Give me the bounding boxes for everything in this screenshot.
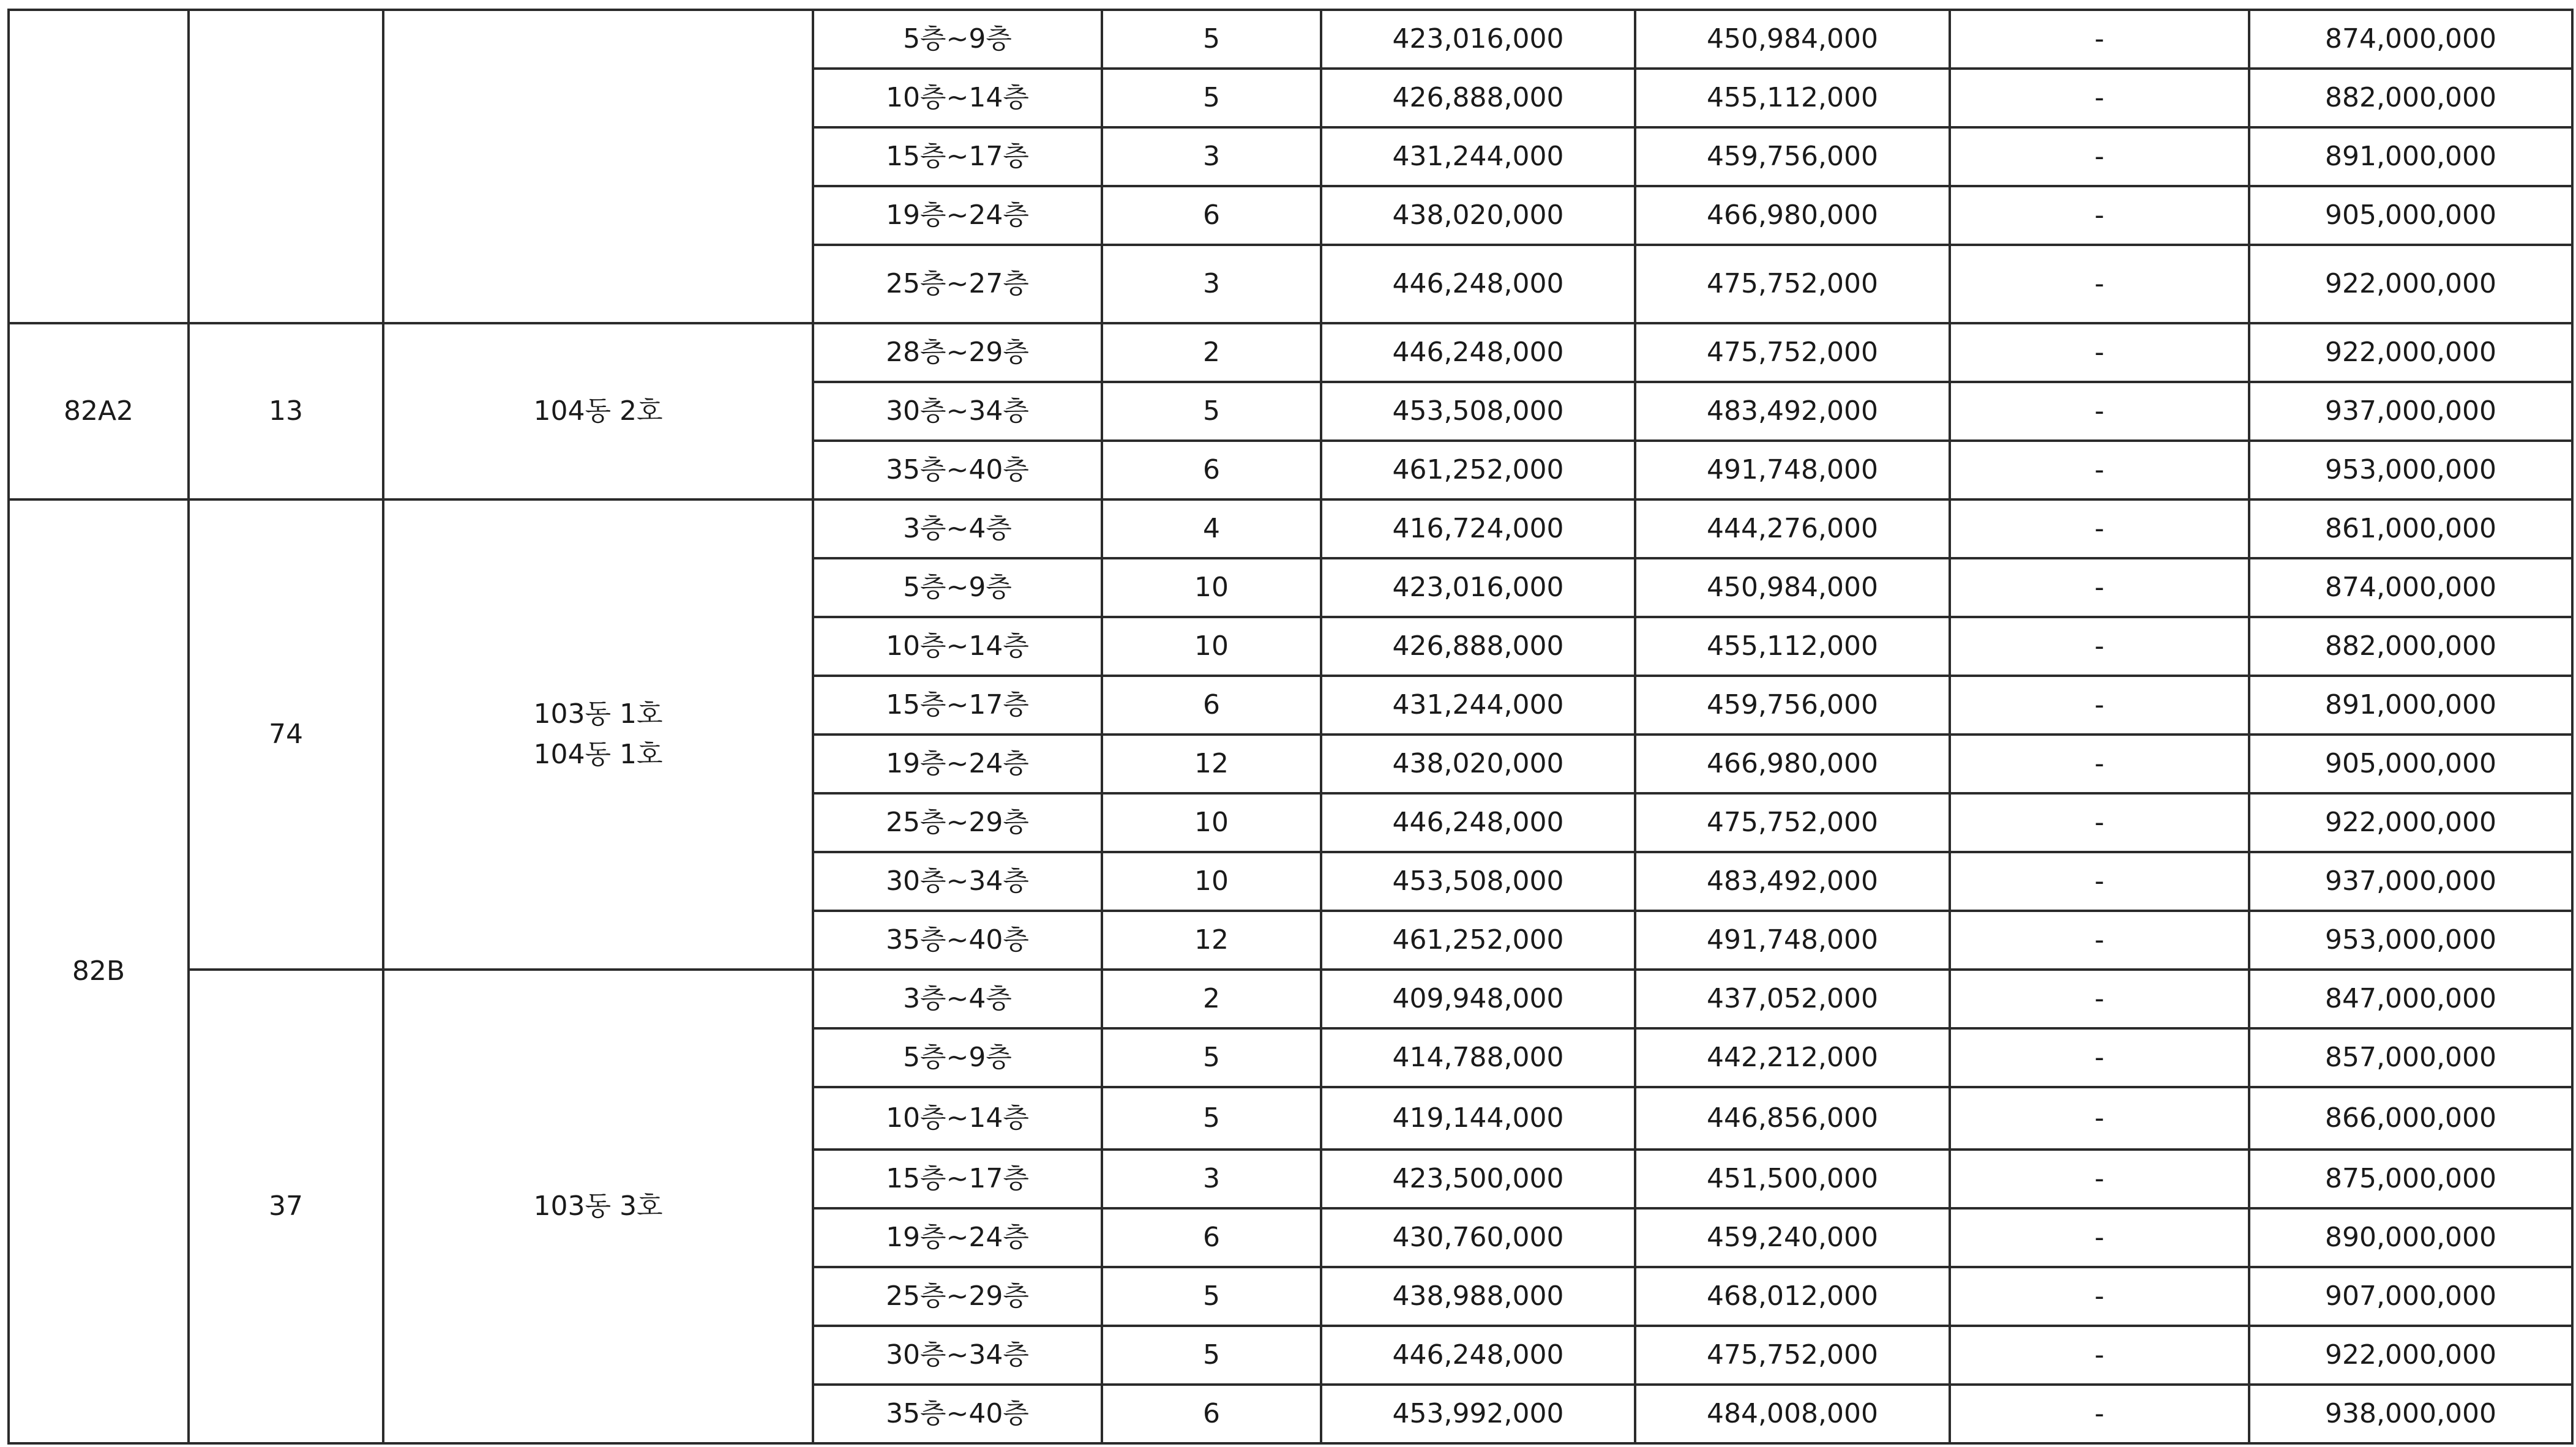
vat-cell: - bbox=[1950, 1150, 2249, 1208]
floor-range-cell: 10층~14층 bbox=[813, 617, 1102, 676]
vat-cell: - bbox=[1950, 69, 2249, 127]
total-price-cell: 874,000,000 bbox=[2249, 10, 2572, 69]
total-price-cell: 874,000,000 bbox=[2249, 558, 2572, 617]
building-price-cell: 450,984,000 bbox=[1635, 558, 1950, 617]
vat-cell: - bbox=[1950, 1267, 2249, 1326]
unit-count-cell: 3 bbox=[1102, 245, 1321, 323]
vat-cell: - bbox=[1950, 1028, 2249, 1087]
unit-count-cell: 6 bbox=[1102, 1385, 1321, 1443]
unit-count-cell: 6 bbox=[1102, 441, 1321, 499]
land-price-cell: 419,144,000 bbox=[1321, 1087, 1635, 1150]
land-price-cell: 430,760,000 bbox=[1321, 1208, 1635, 1267]
unit-count-cell: 12 bbox=[1102, 735, 1321, 793]
land-price-cell: 416,724,000 bbox=[1321, 499, 1635, 558]
unit-count-cell: 2 bbox=[1102, 323, 1321, 382]
unit-count-cell: 5 bbox=[1102, 382, 1321, 441]
total-price-cell: 922,000,000 bbox=[2249, 1326, 2572, 1385]
unit-total-cell: 37 bbox=[189, 970, 383, 1443]
dong-ho-label: 104동 2호 bbox=[533, 395, 663, 427]
floor-range-cell: 3층~4층 bbox=[813, 499, 1102, 558]
floor-range-cell: 25층~29층 bbox=[813, 793, 1102, 852]
total-price-cell: 857,000,000 bbox=[2249, 1028, 2572, 1087]
unit-count-cell: 10 bbox=[1102, 558, 1321, 617]
building-price-cell: 475,752,000 bbox=[1635, 245, 1950, 323]
floor-range-cell: 28층~29층 bbox=[813, 323, 1102, 382]
building-price-cell: 483,492,000 bbox=[1635, 382, 1950, 441]
building-price-cell: 491,748,000 bbox=[1635, 441, 1950, 499]
vat-cell: - bbox=[1950, 499, 2249, 558]
total-price-cell: 866,000,000 bbox=[2249, 1087, 2572, 1150]
vat-cell: - bbox=[1950, 1208, 2249, 1267]
total-price-cell: 922,000,000 bbox=[2249, 793, 2572, 852]
floor-range-cell: 30층~34층 bbox=[813, 382, 1102, 441]
total-price-cell: 905,000,000 bbox=[2249, 186, 2572, 245]
land-price-cell: 423,016,000 bbox=[1321, 558, 1635, 617]
unit-count-cell: 2 bbox=[1102, 970, 1321, 1028]
total-price-cell: 953,000,000 bbox=[2249, 441, 2572, 499]
building-price-cell: 451,500,000 bbox=[1635, 1150, 1950, 1208]
total-price-cell: 882,000,000 bbox=[2249, 69, 2572, 127]
building-price-cell: 466,980,000 bbox=[1635, 186, 1950, 245]
vat-cell: - bbox=[1950, 245, 2249, 323]
total-price-cell: 891,000,000 bbox=[2249, 676, 2572, 735]
unit-count-cell: 4 bbox=[1102, 499, 1321, 558]
floor-range-cell: 30층~34층 bbox=[813, 1326, 1102, 1385]
total-price-cell: 937,000,000 bbox=[2249, 382, 2572, 441]
housing-type-cell bbox=[9, 10, 189, 323]
total-price-cell: 891,000,000 bbox=[2249, 127, 2572, 186]
vat-cell: - bbox=[1950, 617, 2249, 676]
dong-ho-label: 103동 1호 bbox=[533, 698, 663, 730]
land-price-cell: 453,508,000 bbox=[1321, 382, 1635, 441]
land-price-cell: 438,020,000 bbox=[1321, 735, 1635, 793]
building-price-cell: 455,112,000 bbox=[1635, 69, 1950, 127]
unit-total-cell: 74 bbox=[189, 499, 383, 970]
unit-total-cell bbox=[189, 10, 383, 323]
unit-count-cell: 6 bbox=[1102, 676, 1321, 735]
building-price-cell: 455,112,000 bbox=[1635, 617, 1950, 676]
dong-ho-cell bbox=[383, 499, 813, 970]
table-row bbox=[9, 499, 2572, 558]
building-price-cell: 475,752,000 bbox=[1635, 323, 1950, 382]
building-price-cell: 459,240,000 bbox=[1635, 1208, 1950, 1267]
floor-range-cell: 10층~14층 bbox=[813, 69, 1102, 127]
vat-cell: - bbox=[1950, 323, 2249, 382]
dong-ho-cell bbox=[383, 323, 813, 499]
building-price-cell: 459,756,000 bbox=[1635, 676, 1950, 735]
building-price-cell: 444,276,000 bbox=[1635, 499, 1950, 558]
unit-count-cell: 5 bbox=[1102, 1267, 1321, 1326]
vat-cell: - bbox=[1950, 1087, 2249, 1150]
housing-type-cell: 82A2 bbox=[9, 323, 189, 499]
vat-cell: - bbox=[1950, 911, 2249, 970]
unit-count-cell: 5 bbox=[1102, 1087, 1321, 1150]
unit-count-cell: 10 bbox=[1102, 793, 1321, 852]
total-price-cell: 937,000,000 bbox=[2249, 852, 2572, 911]
table-row bbox=[9, 10, 2572, 69]
table-row bbox=[9, 970, 2572, 1028]
land-price-cell: 446,248,000 bbox=[1321, 793, 1635, 852]
vat-cell: - bbox=[1950, 970, 2249, 1028]
total-price-cell: 847,000,000 bbox=[2249, 970, 2572, 1028]
land-price-cell: 423,016,000 bbox=[1321, 10, 1635, 69]
total-price-cell: 907,000,000 bbox=[2249, 1267, 2572, 1326]
land-price-cell: 438,020,000 bbox=[1321, 186, 1635, 245]
unit-count-cell: 5 bbox=[1102, 69, 1321, 127]
land-price-cell: 423,500,000 bbox=[1321, 1150, 1635, 1208]
floor-range-cell: 35층~40층 bbox=[813, 911, 1102, 970]
floor-range-cell: 15층~17층 bbox=[813, 1150, 1102, 1208]
price-table bbox=[7, 9, 2574, 1445]
vat-cell: - bbox=[1950, 127, 2249, 186]
building-price-cell: 466,980,000 bbox=[1635, 735, 1950, 793]
dong-ho-cell bbox=[383, 970, 813, 1443]
floor-range-cell: 30층~34층 bbox=[813, 852, 1102, 911]
unit-count-cell: 5 bbox=[1102, 1326, 1321, 1385]
land-price-cell: 446,248,000 bbox=[1321, 323, 1635, 382]
land-price-cell: 446,248,000 bbox=[1321, 1326, 1635, 1385]
floor-range-cell: 5층~9층 bbox=[813, 10, 1102, 69]
vat-cell: - bbox=[1950, 852, 2249, 911]
building-price-cell: 437,052,000 bbox=[1635, 970, 1950, 1028]
vat-cell: - bbox=[1950, 10, 2249, 69]
unit-count-cell: 10 bbox=[1102, 617, 1321, 676]
land-price-cell: 414,788,000 bbox=[1321, 1028, 1635, 1087]
total-price-cell: 953,000,000 bbox=[2249, 911, 2572, 970]
floor-range-cell: 19층~24층 bbox=[813, 1208, 1102, 1267]
floor-range-cell: 35층~40층 bbox=[813, 441, 1102, 499]
vat-cell: - bbox=[1950, 186, 2249, 245]
building-price-cell: 475,752,000 bbox=[1635, 1326, 1950, 1385]
land-price-cell: 431,244,000 bbox=[1321, 127, 1635, 186]
unit-count-cell: 10 bbox=[1102, 852, 1321, 911]
floor-range-cell: 15층~17층 bbox=[813, 676, 1102, 735]
total-price-cell: 905,000,000 bbox=[2249, 735, 2572, 793]
building-price-cell: 446,856,000 bbox=[1635, 1087, 1950, 1150]
floor-range-cell: 5층~9층 bbox=[813, 558, 1102, 617]
building-price-cell: 483,492,000 bbox=[1635, 852, 1950, 911]
total-price-cell: 882,000,000 bbox=[2249, 617, 2572, 676]
total-price-cell: 861,000,000 bbox=[2249, 499, 2572, 558]
land-price-cell: 426,888,000 bbox=[1321, 617, 1635, 676]
total-price-cell: 890,000,000 bbox=[2249, 1208, 2572, 1267]
vat-cell: - bbox=[1950, 735, 2249, 793]
dong-ho-cell bbox=[383, 10, 813, 323]
building-price-cell: 442,212,000 bbox=[1635, 1028, 1950, 1087]
vat-cell: - bbox=[1950, 676, 2249, 735]
unit-count-cell: 5 bbox=[1102, 10, 1321, 69]
housing-type-cell: 82B bbox=[9, 499, 189, 1443]
land-price-cell: 453,992,000 bbox=[1321, 1385, 1635, 1443]
table-row bbox=[9, 323, 2572, 382]
dong-ho-label: 103동 3호 bbox=[533, 1191, 663, 1222]
vat-cell: - bbox=[1950, 793, 2249, 852]
building-price-cell: 475,752,000 bbox=[1635, 793, 1950, 852]
unit-count-cell: 12 bbox=[1102, 911, 1321, 970]
total-price-cell: 922,000,000 bbox=[2249, 323, 2572, 382]
vat-cell: - bbox=[1950, 441, 2249, 499]
floor-range-cell: 25층~29층 bbox=[813, 1267, 1102, 1326]
building-price-cell: 484,008,000 bbox=[1635, 1385, 1950, 1443]
unit-count-cell: 6 bbox=[1102, 186, 1321, 245]
total-price-cell: 922,000,000 bbox=[2249, 245, 2572, 323]
building-price-cell: 450,984,000 bbox=[1635, 10, 1950, 69]
unit-count-cell: 3 bbox=[1102, 1150, 1321, 1208]
floor-range-cell: 10층~14층 bbox=[813, 1087, 1102, 1150]
land-price-cell: 446,248,000 bbox=[1321, 245, 1635, 323]
vat-cell: - bbox=[1950, 1326, 2249, 1385]
total-price-cell: 938,000,000 bbox=[2249, 1385, 2572, 1443]
vat-cell: - bbox=[1950, 1385, 2249, 1443]
floor-range-cell: 19층~24층 bbox=[813, 186, 1102, 245]
floor-range-cell: 25층~27층 bbox=[813, 245, 1102, 323]
unit-count-cell: 6 bbox=[1102, 1208, 1321, 1267]
floor-range-cell: 19층~24층 bbox=[813, 735, 1102, 793]
floor-range-cell: 3층~4층 bbox=[813, 970, 1102, 1028]
floor-range-cell: 5층~9층 bbox=[813, 1028, 1102, 1087]
building-price-cell: 491,748,000 bbox=[1635, 911, 1950, 970]
unit-total-cell: 13 bbox=[189, 323, 383, 499]
floor-range-cell: 15층~17층 bbox=[813, 127, 1102, 186]
building-price-cell: 468,012,000 bbox=[1635, 1267, 1950, 1326]
vat-cell: - bbox=[1950, 382, 2249, 441]
table-body bbox=[9, 10, 2572, 1443]
vat-cell: - bbox=[1950, 558, 2249, 617]
unit-count-cell: 5 bbox=[1102, 1028, 1321, 1087]
unit-count-cell: 3 bbox=[1102, 127, 1321, 186]
dong-ho-label: 104동 1호 bbox=[533, 739, 663, 770]
land-price-cell: 461,252,000 bbox=[1321, 911, 1635, 970]
land-price-cell: 409,948,000 bbox=[1321, 970, 1635, 1028]
land-price-cell: 431,244,000 bbox=[1321, 676, 1635, 735]
building-price-cell: 459,756,000 bbox=[1635, 127, 1950, 186]
land-price-cell: 438,988,000 bbox=[1321, 1267, 1635, 1326]
land-price-cell: 426,888,000 bbox=[1321, 69, 1635, 127]
land-price-cell: 453,508,000 bbox=[1321, 852, 1635, 911]
floor-range-cell: 35층~40층 bbox=[813, 1385, 1102, 1443]
total-price-cell: 875,000,000 bbox=[2249, 1150, 2572, 1208]
land-price-cell: 461,252,000 bbox=[1321, 441, 1635, 499]
